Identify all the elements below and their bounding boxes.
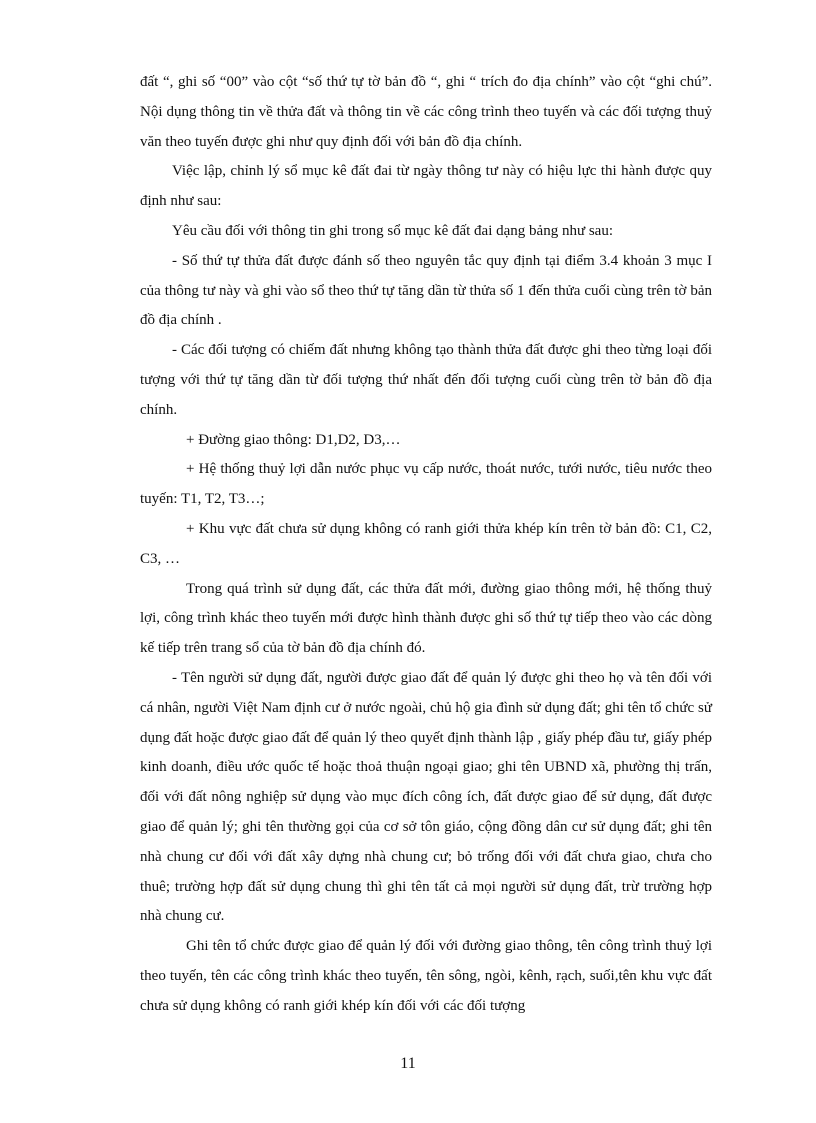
paragraph-organization-names: Ghi tên tổ chức được giao để quản lý đối với đường giao thông, tên công trình thuỷ lợi theo tuyến, tên các công trình khác theo tuyến, tên sông, ngòi, kênh, rạch, suối,tên khu vực đất chưa sử dụng không có ranh giới khép kín đối với các đối tượng (140, 938, 712, 1014)
paragraph-new-parcels: Trong quá trình sử dụng đất, các thửa đất mới, đường giao thông mới, hệ thống thuỷ lợi, công trình khác theo tuyến mới được hình thành được ghi số thứ tự tiếp theo vào các dòng kế tiếp trên trang sổ của tờ bản đồ địa chính đó. (140, 580, 712, 657)
list-item-irrigation: + Hệ thống thuỷ lợi dẫn nước phục vụ cấp nước, thoát nước, tưới nước, tiêu nước theo tuyến: T1, T2, T3…; (140, 461, 712, 508)
paragraph-continuation: đất “, ghi số “00” vào cột “số thứ tự tờ bản đồ “, ghi “ trích đo địa chính” vào cột “ghi chú”. Nội dụng thông tin về thửa đất và thông tin về các công trình theo tuyến và các đối tượng thuỷ văn theo tuyến được ghi như quy định đối với bản đồ địa chính. (140, 74, 712, 150)
paragraph-parcel-number: - Số thứ tự thửa đất được đánh số theo nguyên tắc quy định tại điểm 3.4 khoản 3 mục I của thông tư này và ghi vào sổ theo thứ tự tăng dần từ thửa số 1 đến thửa cuối cùng trên tờ bản đồ địa chính . (140, 252, 712, 329)
page-number: 11 (400, 1055, 416, 1072)
paragraph-objects: - Các đối tượng có chiếm đất nhưng không tạo thành thửa đất được ghi theo từng loại đối tượng với thứ tự tăng dần từ đối tượng thứ nhất đến đối tượng cuối cùng trên tờ bản đồ địa chính. (140, 342, 712, 418)
paragraph-intro: Việc lập, chỉnh lý sổ mục kê đất đai từ ngày thông tư này có hiệu lực thi hành được quy định như sau: (140, 163, 712, 210)
body-text (140, 68, 712, 1022)
list-item-roads: + Đường giao thông: D1,D2, D3,… (186, 431, 401, 448)
paragraph-requirements: Yêu cầu đối với thông tin ghi trong sổ mục kê đất đai dạng bảng như sau: (172, 222, 613, 239)
paragraph-user-names: - Tên người sử dụng đất, người được giao đất để quản lý được ghi theo họ và tên đối với cá nhân, người Việt Nam định cư ở nước ngoài, chủ hộ gia đình sử dụng đất; ghi tên tổ chức sử dụng đất hoặc được giao đất để quản lý theo quyết định thành lập , giấy phép đầu tư, giấy phép kinh doanh, điều ước quốc tế hoặc thoả thuận ngoại giao; ghi tên UBND xã, phường thị trấn, đối với đất nông nghiệp sử dụng vào mục đích công ích, đất được giao để sử dụng, đất được giao để quản lý; ghi tên thường gọi của cơ sở tôn giáo, cộng đồng dân cư sử dụng đất; ghi tên nhà chung cư đối với đất xây dựng nhà chung cư; bỏ trống đối với đất chưa giao, chưa cho thuê; trường hợp đất sử dụng chung thì ghi tên tất cả mọi người sử dụng đất, trừ trường hợp nhà chung cư. (140, 669, 712, 925)
list-item-unused-land: + Khu vực đất chưa sử dụng không có ranh giới thửa khép kín trên tờ bản đồ: C1, C2, C3, … (140, 520, 712, 567)
